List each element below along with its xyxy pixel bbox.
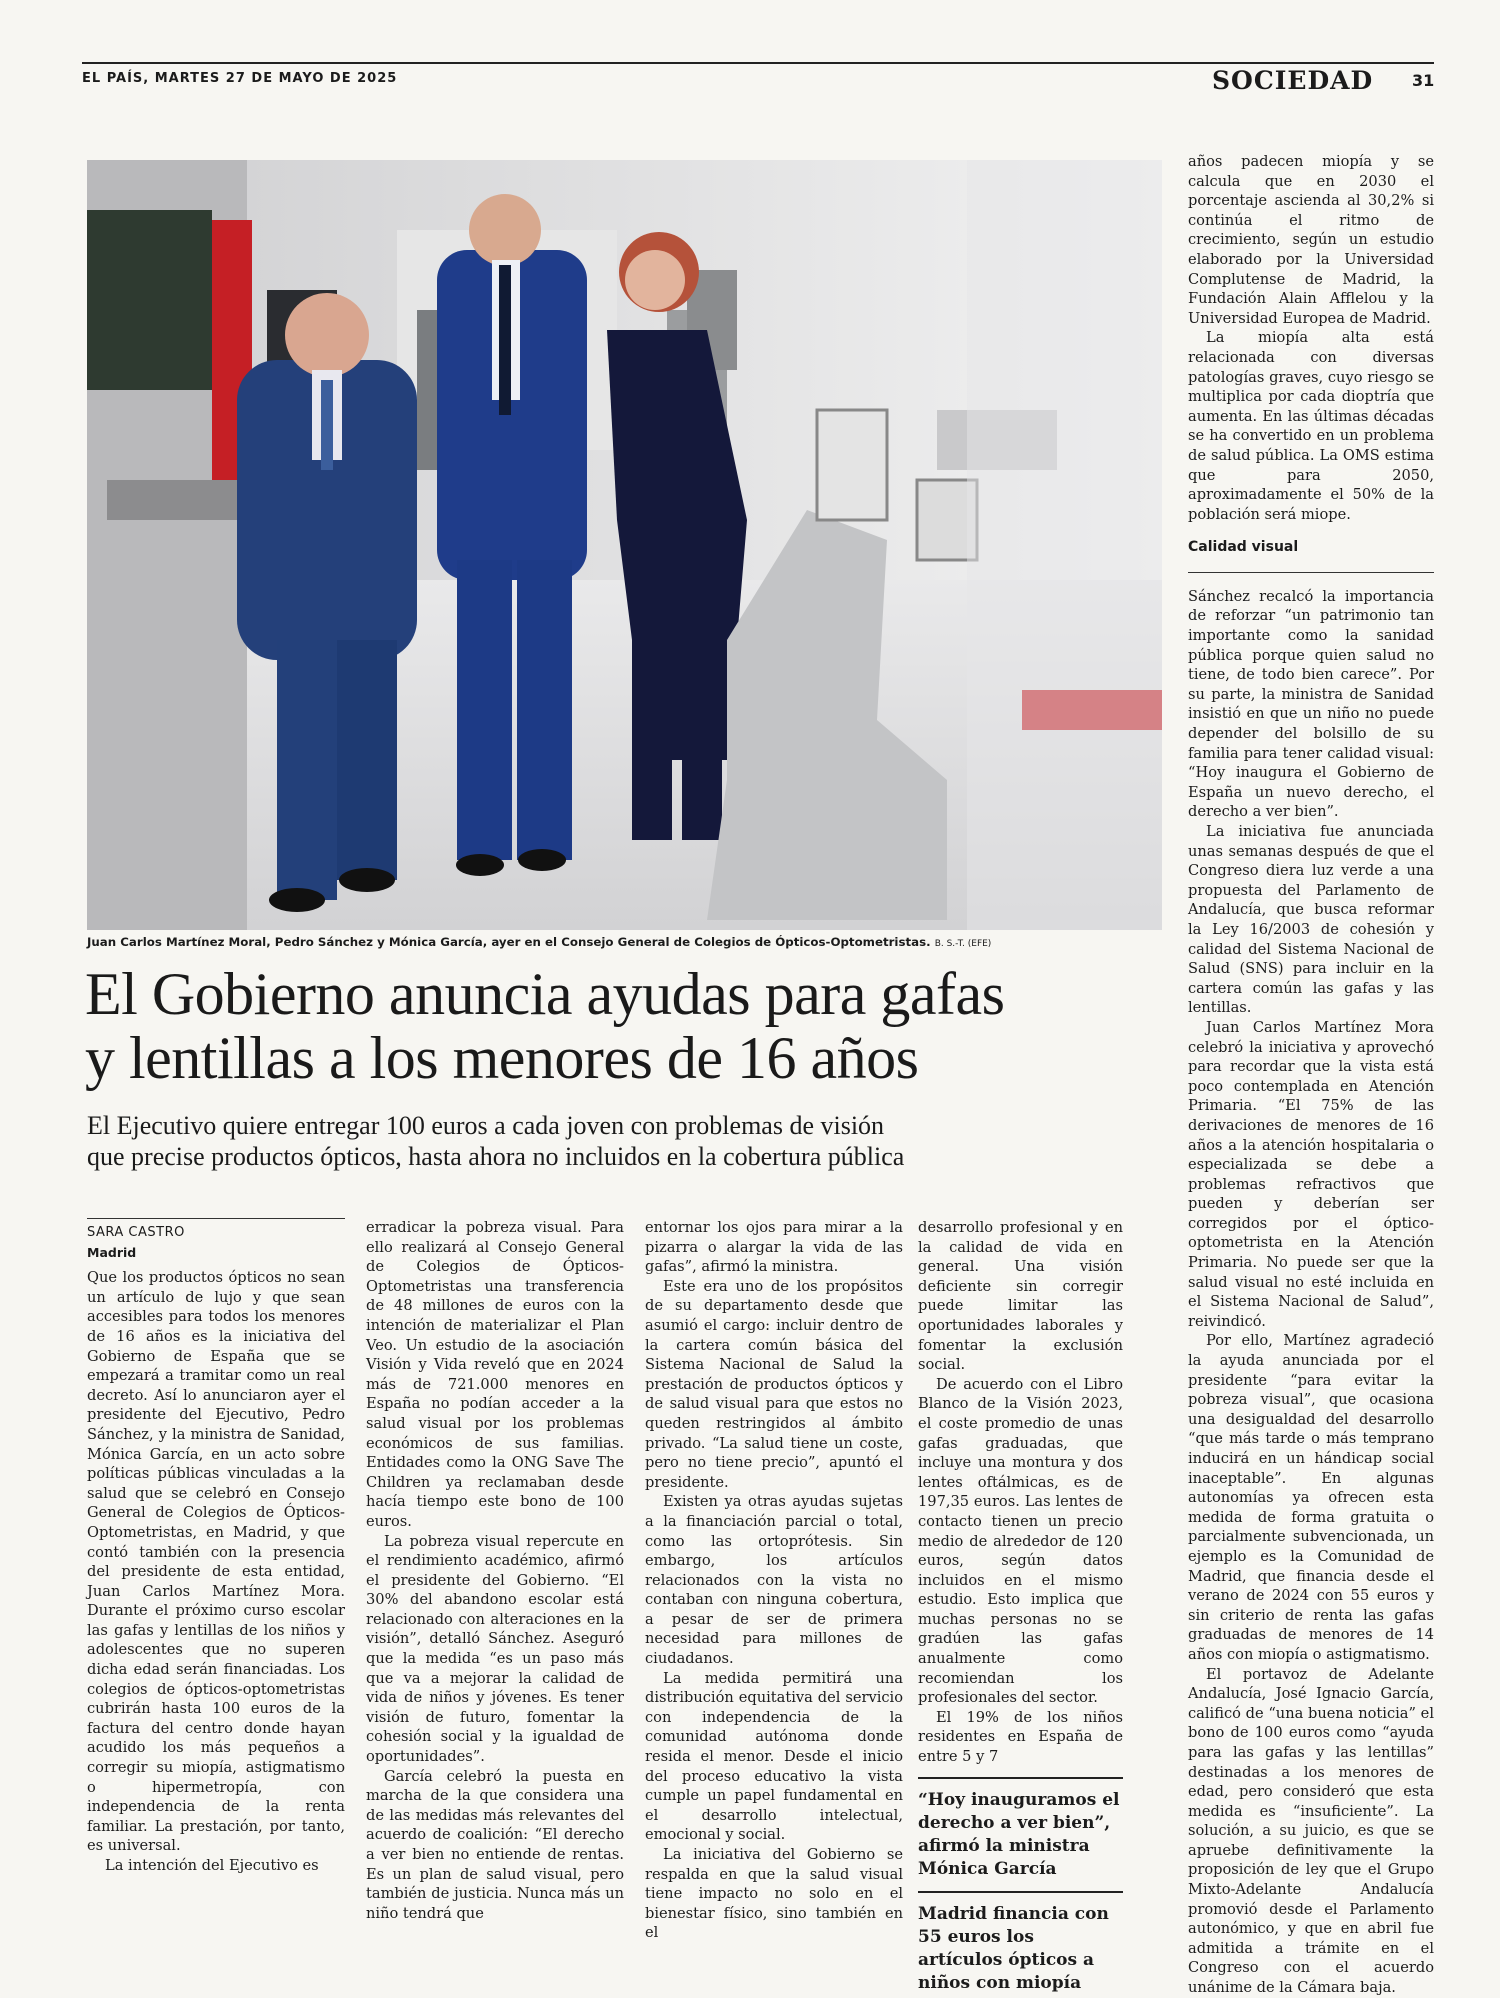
paragraph: La miopía alta está relacionada con diversas patologías graves, cuyo riesgo se multiplica por cada dioptría que aumenta. En las últimas décadas se ha convertido en un problema de salud pública. La OMS estima que para 2050, aproximadamente el 50% de la población será miope.: [1188, 329, 1434, 523]
paragraph: La iniciativa del Gobierno se respalda en que la salud visual tiene impacto no solo en el bienestar físico, sino también en el: [645, 1846, 903, 1942]
paragraph: García celebró la puesta en marcha de la que considera una de las medidas más relevantes del acuerdo de coalición: “El derecho a ver bien no entiende de rentas. Es un plan de salud visual, pero también de justicia. Nunca más un niño tendrá que: [366, 1767, 624, 1922]
section-name: SOCIEDAD: [1212, 66, 1374, 95]
subhead-line-2: que precise productos ópticos, hasta ahora no incluidos en la cobertura pública: [87, 1142, 905, 1171]
paragraph: La intención del Ejecutivo es: [105, 1857, 319, 1874]
pull-quote: “Hoy inauguramos el derecho a ver bien”, afirmó la ministra Mónica García: [918, 1777, 1123, 1881]
headline-line-2: y lentillas a los menores de 16 años: [85, 1025, 919, 1091]
article-column-1: [87, 1218, 345, 1876]
paragraph: desarrollo profesional y en la calidad de vida en general. Una visión deficiente sin corregir puede limitar las oportunidades laborales y fomentar la exclusión social.: [918, 1219, 1123, 1374]
subhead-line-1: El Ejecutivo quiere entregar 100 euros a cada joven con problemas de visión: [87, 1111, 885, 1140]
paragraph: entornar los ojos para mirar a la pizarra o alargar la vida de las gafas”, afirmó la ministra.: [645, 1219, 903, 1276]
page-number: 31: [1412, 71, 1435, 90]
photo-caption: [87, 935, 1162, 949]
paragraph: Este era uno de los propósitos de su departamento desde que asumió el cargo: incluir dentro de la cartera común básica del Sistema Nacional de Salud la prestación de productos ópticos y de salud visual para que estos no queden restringidos al ámbito privado. “La salud tiene un coste, pero no tiene precio”, apuntó el presidente.: [645, 1277, 903, 1491]
pull-quote-secondary: Madrid financia con 55 euros los artículos ópticos a niños con miopía: [918, 1891, 1123, 1995]
paragraph: Existen ya otras ayudas sujetas a la financiación parcial o total, como las ortoprótesis. Sin embargo, los artículos relacionados con la vista no contaban con ninguna cobertura, a pesar de ser de primera necesidad para millones de ciudadanos.: [645, 1493, 903, 1668]
paragraph: El portavoz de Adelante Andalucía, José Ignacio García, calificó de “una buena noticia” el bono de 100 euros como “ayuda para las gafas y las lentillas” destinadas a los menores de edad, pero consideró que esta medida es “insuficiente”. La solución, a su juicio, es que se apruebe definitivamente la proposición de ley que el Grupo Mixto-Adelante Andalucía promovió desde el Parlamento autonómico, y que en abril fue admitida a trámite en el Congreso con el acuerdo unánime de la Cámara baja.: [1188, 1665, 1434, 1997]
paragraph: erradicar la pobreza visual. Para ello realizará al Consejo General de Colegios de Ópticos-Optometristas una transferencia de 48 millones de euros con la intención de materializar el Plan Veo. Un estudio de la asociación Visión y Vida reveló que en 2024 más de 721.000 menores en España no podían acceder a la salud visual por los problemas económicos de sus familias. Entidades como la ONG Save The Children ya reclamaban desde hacía tiempo este bono de 100 euros.: [366, 1219, 624, 1530]
article-subhead: [87, 1110, 1167, 1172]
article-column-3: [645, 1218, 903, 1943]
paragraph: Juan Carlos Martínez Mora celebró la iniciativa y aprovechó para recordar que la vista está poco contemplada en Atención Primaria. “El 75% de las derivaciones de menores de 16 años a la atención hospitalaria o especializada se debe a problemas refractivos que pueden y deberían ser corregidos por el óptico-optometrista en la Atención Primaria. No puede ser que la salud visual no esté incluida en el Sistema Nacional de Salud”, reivindicó.: [1188, 1018, 1434, 1330]
news-photo: [87, 160, 1162, 930]
byline-author: SARA CASTRO: [87, 1218, 345, 1243]
paper-date: EL PAÍS, MARTES 27 DE MAYO DE 2025: [82, 71, 398, 86]
byline-place: Madrid: [87, 1244, 137, 1260]
paragraph: Que los productos ópticos no sean un artículo de lujo y que sean accesibles para todos los menores de 16 años es la iniciativa del Gobierno de España que se empezará a tramitar como un real decreto. Así lo anunciaron ayer el presidente del Ejecutivo, Pedro Sánchez, y la ministra de Sanidad, Mónica García, en un acto sobre políticas públicas vinculadas a la salud que se celebró en Consejo General de Colegios de Ópticos-Optometristas, en Madrid, y que contó también con la presencia del presidente de esta entidad, Juan Carlos Martínez Mora. Durante el próximo curso escolar las gafas y lentillas de los niños y adolescentes que no superen dicha edad serán financiadas. Los colegios de ópticos-optometristas cubrirán hasta 100 euros de la factura del centro donde hayan acudido los más pequeños a corregir su miopía, astigmatismo o hipermetropía, con independencia de la renta familiar. La prestación, por tanto, es universal.: [87, 1269, 345, 1855]
photo-credit: B. S.-T. (EFE): [934, 939, 992, 949]
article-column-5: [1188, 152, 1434, 1998]
paragraph: La medida permitirá una distribución equitativa del servicio con independencia de la comunidad autónoma donde resida el menor. Desde el inicio del proceso educativo la vista cumple un papel fundamental en el desarrollo intelectual, emocional y social.: [645, 1669, 903, 1844]
paragraph: La pobreza visual repercute en el rendimiento académico, afirmó el presidente del Gobierno. “El 30% del abandono escolar está relacionado con alteraciones en la visión”, detalló Sánchez. Aseguró que la medida “es un paso más que va a mejorar la calidad de vida de niños y jóvenes. Es tener visión de futuro, fomentar la cohesión social y la igualdad de oportunidades”.: [366, 1532, 624, 1766]
article-column-2: [366, 1218, 624, 1923]
paragraph: Por ello, Martínez agradeció la ayuda anunciada por el presidente “para evitar la pobreza visual”, que ocasiona una desigualdad del desarrollo “que más tarde o más temprano inducirá en un hándicap social inaceptable”. En algunas autonomías ya ofrecen esta medida de forma gratuita o parcialmente subvencionada, un ejemplo es la Comunidad de Madrid, que financia desde el verano de 2024 con 55 euros y sin criterio de renta las gafas graduadas de menores de 14 años con miopía o astigmatismo.: [1188, 1332, 1434, 1663]
article-column-4: [918, 1218, 1123, 1995]
paragraph: años padecen miopía y se calcula que en 2030 el porcentaje ascienda al 30,2% si continúa el ritmo de crecimiento, según un estudio elaborado por la Universidad Complutense de Madrid, la Fundación Alain Afflelou y la Universidad Europea de Madrid.: [1188, 153, 1434, 327]
paragraph: La iniciativa fue anunciada unas semanas después de que el Congreso diera luz verde a una propuesta del Parlamento de Andalucía, que busca reformar la Ley 16/2003 de cohesión y calidad del Sistema Nacional de Salud (SNS) para incluir en la cartera común las gafas y las lentillas.: [1188, 823, 1434, 1017]
paragraph: Sánchez recalcó la importancia de reforzar “un patrimonio tan importante como la sanidad pública porque quien salud no tiene, de todo bien carece”. Por su parte, la ministra de Sanidad insistió en que un niño no puede depender del bolsillo de su familia para tener calidad visual: “Hoy inaugura el Gobierno de España un nuevo derecho, el derecho a ver bien”.: [1188, 587, 1434, 821]
paragraph: El 19% de los niños residentes en España de entre 5 y 7: [918, 1708, 1123, 1766]
section-subtitle: Calidad visual: [1188, 538, 1434, 573]
caption-text: Juan Carlos Martínez Moral, Pedro Sánchez y Mónica García, ayer en el Consejo General de Colegios de Ópticos-Optometristas.: [87, 935, 931, 949]
article-headline: [85, 962, 1185, 1090]
headline-line-1: El Gobierno anuncia ayudas para gafas: [85, 961, 1005, 1027]
header-rule: [82, 62, 1434, 64]
paragraph: De acuerdo con el Libro Blanco de la Visión 2023, el coste promedio de unas gafas graduadas, que incluye una montura y dos lentes oftálmicas, es de 197,35 euros. Las lentes de contacto tienen un precio medio de alrededor de 120 euros, según datos incluidos en el mismo estudio. Esto implica que muchas personas no se gradúen las gafas anualmente como recomiendan los profesionales del sector.: [918, 1375, 1123, 1707]
